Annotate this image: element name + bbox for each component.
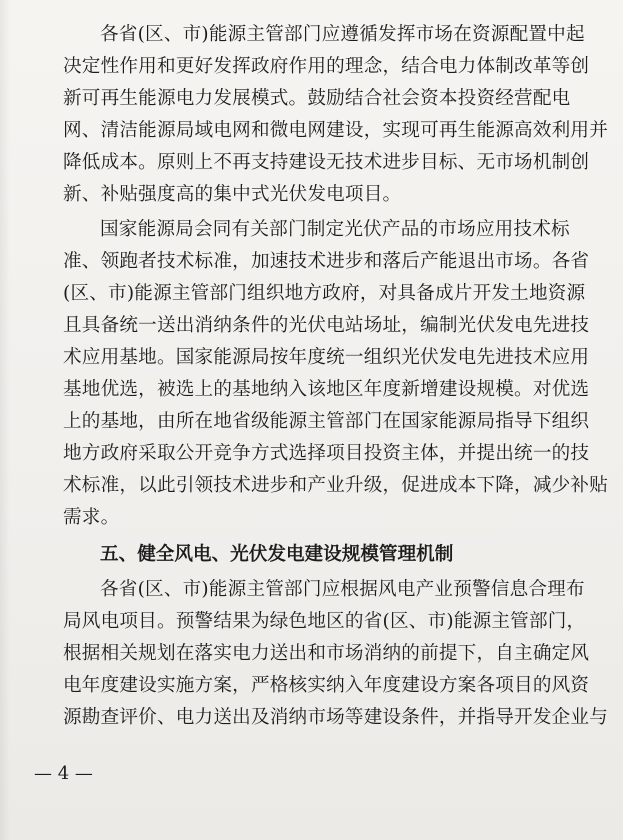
text-line: 地方政府采取公开竞争方式选择项目投资主体，并提出统一的技 <box>63 443 590 464</box>
text-line: 上的基地，由所在地省级能源主管部门在国家能源局指导下组织 <box>63 411 590 432</box>
text-line: 术应用基地。国家能源局按年度统一组织光伏发电先进技术应用 <box>63 347 590 368</box>
paragraph-1 <box>63 19 609 211</box>
text-line: 国家能源局会同有关部门制定光伏产品的市场应用技术标 <box>100 219 570 240</box>
text-line: 网、清洁能源局域电网和微电网建设，实现可再生能源高效利用并 <box>63 120 609 141</box>
text-line: 局风电项目。预警结果为绿色地区的省(区、市)能源主管部门， <box>63 611 586 632</box>
paragraph-3 <box>63 574 609 734</box>
text-line: 各省(区、市)能源主管部门应遵循发挥市场在资源配置中起 <box>100 24 585 45</box>
text-line: 且具备统一送出消纳条件的光伏电站场址，编制光伏发电先进技 <box>63 315 590 336</box>
text-line: 决定性作用和更好发挥政府作用的理念，结合电力体制改革等创 <box>63 56 590 77</box>
text-line: 根据相关规划在落实电力送出和市场消纳的前提下，自主确定风 <box>63 643 590 664</box>
text-line: 源勘查评价、电力送出及消纳市场等建设条件，并指导开发企业与 <box>63 707 609 728</box>
document-body <box>63 19 609 734</box>
page-edge-shadow <box>0 0 10 840</box>
text-line: 新、补贴强度高的集中式光伏发电项目。 <box>63 184 402 205</box>
text-line: 术标准，以此引领技术进步和产业升级，促进成本下降，减少补贴 <box>63 475 609 496</box>
text-line: 电年度建设实施方案，严格核实纳入年度建设方案各项目的风资 <box>63 675 590 696</box>
text-line: 准、领跑者技术标准，加速技术进步和落后产能退出市场。各省 <box>63 251 590 272</box>
text-line: 需求。 <box>63 507 120 528</box>
text-line: 降低成本。原则上不再支持建设无技术进步目标、无市场机制创 <box>63 152 590 173</box>
paragraph-2 <box>63 214 609 534</box>
page-number: — 4 — <box>34 763 93 784</box>
text-line: 基地优选，被选上的基地纳入该地区年度新增建设规模。对优选 <box>63 379 590 400</box>
text-line: 各省(区、市)能源主管部门应根据风电产业预警信息合理布 <box>100 579 585 600</box>
text-line: (区、市)能源主管部门组织地方政府，对具备成片开发土地资源 <box>63 283 586 304</box>
section-heading: 五、健全风电、光伏发电建设规模管理机制 <box>100 544 454 565</box>
text-line: 新可再生能源电力发展模式。鼓励结合社会资本投资经营配电 <box>63 88 571 109</box>
